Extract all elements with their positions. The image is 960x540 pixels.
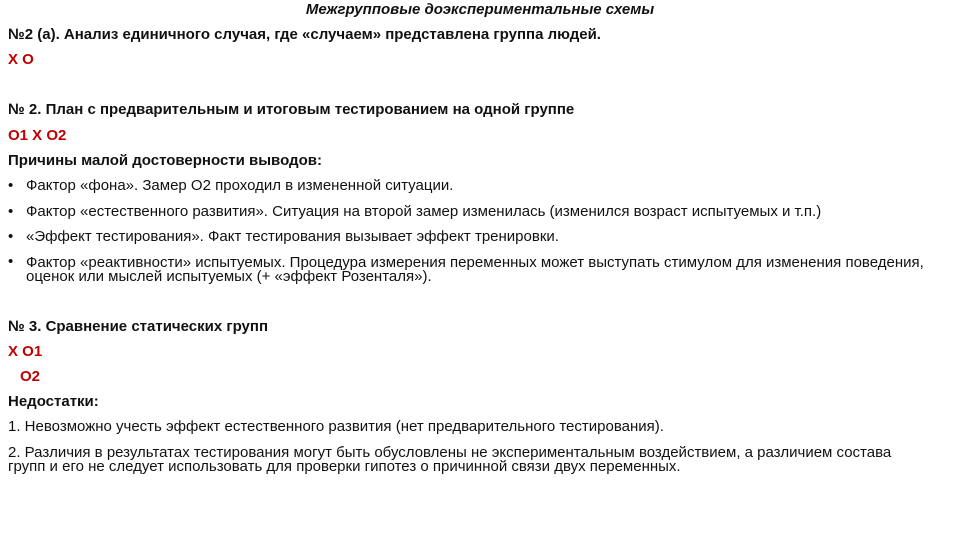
- s3-item-2: 2. Различия в результатах тестирования могут быть обусловлены не экспериментальным воздействием, а различием состава групп и его не следует использовать для проверки гипотез о причинной связи двух переменных.: [8, 444, 892, 475]
- bullet-marker: •: [8, 228, 14, 245]
- s1-scheme: Х О: [8, 51, 34, 68]
- s2-heading: № 2. План с предварительным и итоговым тестированием на одной группе: [8, 101, 575, 118]
- s2-bullet-1: Фактор «фона». Замер О2 проходил в измененной ситуации.: [26, 177, 454, 194]
- bullet-marker: •: [8, 253, 14, 270]
- slide-title: Межгрупповые доэкспериментальные схемы: [305, 1, 655, 18]
- s3-drawbacks-title: Недостатки:: [8, 393, 99, 410]
- s2-scheme: О1 Х О2: [8, 127, 67, 144]
- s2-bullet-4: Фактор «реактивности» испытуемых. Процедура измерения переменных может выступать стимулом для изменения поведения, оценок или мыслей испытуемых (+ «эффект Розенталя»).: [26, 254, 924, 285]
- s2-reasons-title: Причины малой достоверности выводов:: [8, 152, 322, 169]
- s3-item-1: 1. Невозможно учесть эффект естественного развития (нет предварительного тестирования).: [8, 418, 664, 435]
- s3-scheme-line-2: О2: [20, 368, 41, 385]
- s1-heading: №2 (а). Анализ единичного случая, где «случаем» представлена группа людей.: [8, 26, 601, 43]
- bullet-marker: •: [8, 203, 14, 220]
- s3-heading: № 3. Сравнение статических групп: [8, 318, 269, 335]
- s2-bullet-2: Фактор «естественного развития». Ситуация на второй замер изменилась (изменился возраст испытуемых и т.п.): [26, 203, 822, 220]
- s2-bullet-3: «Эффект тестирования». Факт тестирования вызывает эффект тренировки.: [26, 228, 559, 245]
- bullet-marker: •: [8, 177, 14, 194]
- s3-scheme-line-1: Х О1: [8, 343, 43, 360]
